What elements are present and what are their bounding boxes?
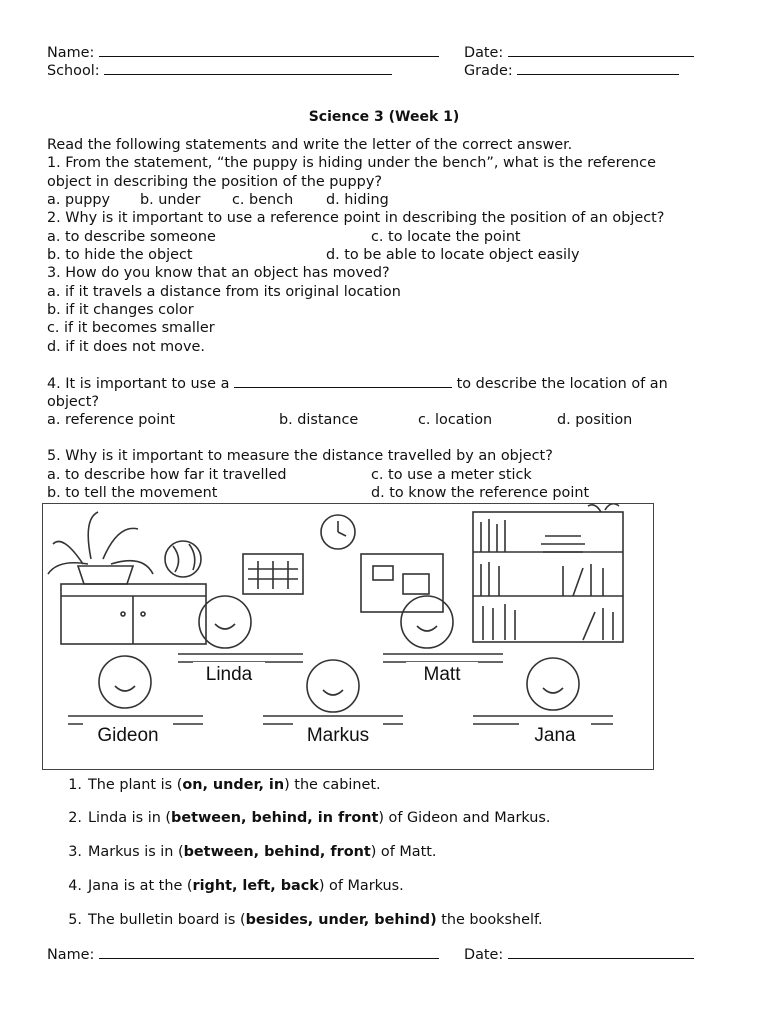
page-title: Science 3 (Week 1) (308, 109, 460, 125)
footer-name-field[interactable] (47, 945, 439, 964)
q3-choice-c: c. if it becomes smaller (47, 320, 215, 336)
grade-blank[interactable] (517, 61, 679, 75)
markus-figure (307, 660, 359, 712)
school-field[interactable] (47, 61, 392, 80)
bulletin-board-icon (361, 554, 443, 612)
school-label: School: (47, 63, 100, 79)
footer-date-field[interactable] (464, 945, 694, 964)
footer-date-blank[interactable] (508, 945, 694, 959)
part2-item-3: 3. Markus is in (between, behind, front) of Matt. (68, 844, 437, 860)
q2-choice-d: d. to be able to locate object easily (326, 247, 580, 263)
name-card-linda: Linda (193, 662, 265, 688)
q1-choice-a: a. puppy (47, 192, 111, 208)
globe-icon (165, 541, 201, 577)
grade-field[interactable] (464, 61, 679, 80)
q4-choice-d: d. position (557, 412, 633, 428)
q3-text: 3. How do you know that an object has moved? (47, 265, 390, 281)
q4-text (47, 374, 668, 393)
plant-icon (48, 512, 153, 574)
footer-name-blank[interactable] (99, 945, 439, 959)
part2-item-5: 5. The bulletin board is (besides, under, behind) the bookshelf. (68, 912, 543, 928)
q1-choice-d: d. hiding (326, 192, 389, 208)
date-field[interactable] (464, 43, 694, 62)
footer-date-label: Date: (464, 947, 504, 963)
q2-text: 2. Why is it important to use a reference point in describing the position of an object? (47, 210, 665, 226)
part2-item-4: 4. Jana is at the (right, left, back) of Markus. (68, 878, 404, 894)
q1-text-2: object in describing the position of the puppy? (47, 174, 382, 190)
grade-label: Grade: (464, 63, 513, 79)
footer-name-label: Name: (47, 947, 95, 963)
q2-choice-b: b. to hide the object (47, 247, 193, 263)
q2-choice-a: a. to describe someone (47, 229, 216, 245)
q4-choice-b: b. distance (279, 412, 359, 428)
q4-text-pre: 4. It is important to use a (47, 376, 230, 392)
q5-choice-a: a. to describe how far it travelled (47, 467, 287, 483)
q4-text-2: object? (47, 394, 99, 410)
q4-answer-blank[interactable] (234, 374, 452, 388)
classroom-picture (42, 503, 654, 770)
q5-choice-d: d. to know the reference point (371, 485, 590, 501)
jana-figure (527, 658, 579, 710)
q2-choice-c: c. to locate the point (371, 229, 521, 245)
q4-choice-c: c. location (418, 412, 493, 428)
q1-choice-b: b. under (140, 192, 201, 208)
q3-choice-b: b. if it changes color (47, 302, 194, 318)
q3-choice-d: d. if it does not move. (47, 339, 205, 355)
date-label: Date: (464, 45, 504, 61)
name-field[interactable] (47, 43, 439, 62)
q5-choice-c: c. to use a meter stick (371, 467, 532, 483)
part2-item-1: 1. The plant is (on, under, in) the cabinet. (68, 777, 381, 793)
date-blank[interactable] (508, 43, 694, 57)
matt-figure (401, 596, 453, 648)
name-card-matt: Matt (406, 662, 478, 688)
q5-choice-b: b. to tell the movement (47, 485, 218, 501)
bookshelf-icon (473, 512, 623, 642)
gideon-figure (99, 656, 151, 708)
q3-choice-a: a. if it travels a distance from its original location (47, 284, 401, 300)
name-card-jana: Jana (519, 723, 591, 749)
school-blank[interactable] (104, 61, 392, 75)
instructions: Read the following statements and write the letter of the correct answer. (47, 137, 573, 153)
name-blank[interactable] (99, 43, 439, 57)
name-label: Name: (47, 45, 95, 61)
part2-item-2: 2. Linda is in (between, behind, in front) of Gideon and Markus. (68, 810, 551, 826)
name-card-gideon: Gideon (83, 723, 173, 749)
q4-text-post: to describe the location of an (456, 376, 668, 392)
q1-text-1: 1. From the statement, “the puppy is hiding under the bench”, what is the reference (47, 155, 656, 171)
q4-choice-a: a. reference point (47, 412, 175, 428)
name-card-markus: Markus (293, 723, 383, 749)
q5-text: 5. Why is it important to measure the distance travelled by an object? (47, 448, 553, 464)
q1-choice-c: c. bench (232, 192, 294, 208)
